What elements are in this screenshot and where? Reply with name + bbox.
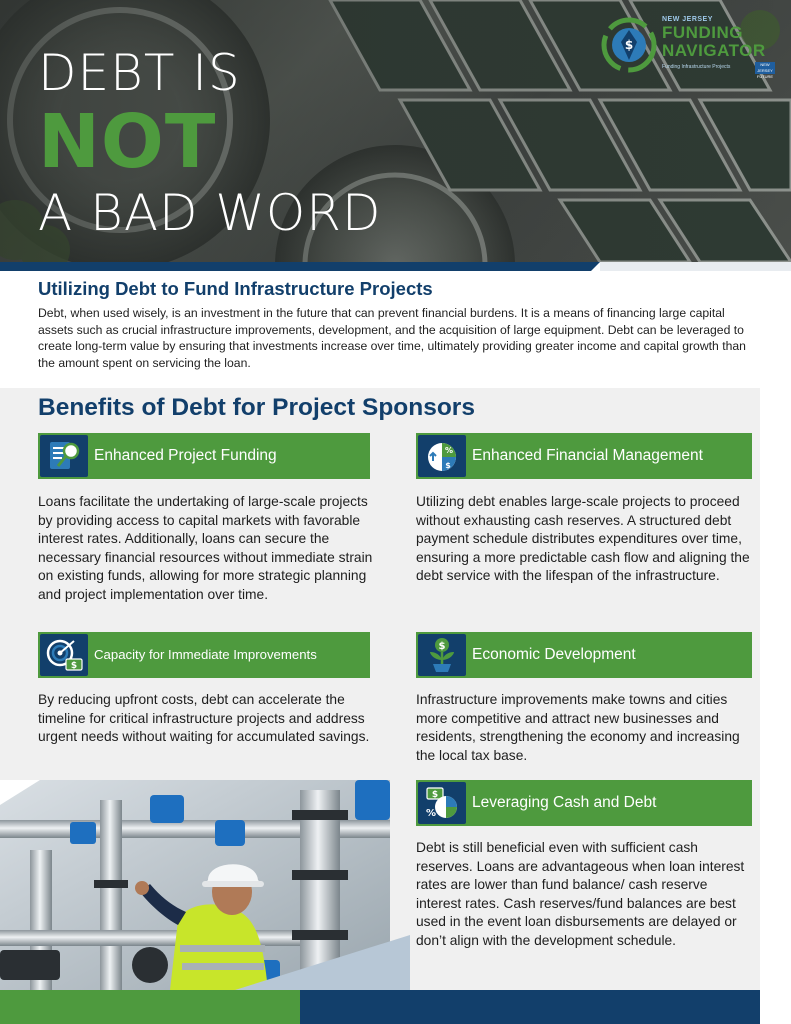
benefit-body-capacity-for-immediate-improvements: By reducing upfront costs, debt can accelerate the timeline for critical infrastructure projects and address urgent needs without waiting for accumulated savings. [38,692,370,745]
logo-line2: NAVIGATOR [662,41,766,60]
funding-navigator-logo-icon [600,16,658,74]
benefit-header-enhanced-financial-management [416,433,752,479]
logo-badge: NEW JERSEY FUTURE [756,62,774,79]
document-magnifier-icon [40,435,88,477]
benefit-title: Enhanced Project Funding [94,447,277,464]
intro-heading: Utilizing Debt to Fund Infrastructure Projects [38,278,433,299]
hero-title-line3: A BAD WORD [38,184,382,242]
worker-pipes-photo [0,780,390,990]
svg-text:%: % [444,446,454,455]
hero-banner [0,0,791,262]
benefit-body-enhanced-financial-management: Utilizing debt enables large-scale projects to proceed without exhausting cash reserves. A structured debt payment schedule distributes expenditures over time, ensuring a more predictable cash flow and aligning the debt service with the lifespan of the infrastructure. [416,494,750,584]
benefit-header-capacity-for-immediate-improvements [38,632,370,678]
svg-text:$: $ [70,661,78,671]
benefit-title: Enhanced Financial Management [472,447,703,464]
pie-percent-dollar-icon [418,435,466,477]
hero-title-line1: DEBT IS [38,44,241,102]
benefits-heading: Benefits of Debt for Project Sponsors [38,394,475,421]
benefit-body-economic-development: Infrastructure improvements make towns and cities more competitive and attract new businesses and residents, strengthening the economy and increasing the local tax base. [416,692,740,763]
dollar-percent-chart-icon [418,782,466,824]
benefit-title: Capacity for Immediate Improvements [94,647,317,662]
industrial-pipes-illustration [0,780,390,990]
intro-body: Debt, when used wisely, is an investment in the future that can prevent financial burdens. It is a means of financing large capital assets such as crucial infrastructure improvements, development, and the acquisition of large equipment. Debt can be leveraged to create long-term value by ensuring that investments increase over time, ultimately providing greater income and capital growth than the amount spent on servicing the loan. [38,306,746,370]
benefit-header-economic-development [416,632,752,678]
money-plant-icon [418,634,466,676]
hero-divider-band [0,262,600,271]
benefit-header-leveraging-cash-and-debt [416,780,752,826]
svg-text:$: $ [624,38,634,52]
benefit-title: Economic Development [472,646,636,663]
hero-divider-band-light [600,262,791,271]
benefit-title: Leveraging Cash and Debt [472,794,657,811]
footer-band-green [0,990,300,1024]
svg-text:%: % [425,808,437,819]
logo-top-text: NEW JERSEY [662,16,713,23]
svg-text:$: $ [445,461,451,470]
footer-band-navy [300,990,760,1024]
svg-text:$: $ [438,641,446,652]
benefit-header-enhanced-project-funding [38,433,370,479]
funding-navigator-logo [600,14,780,79]
svg-text:$: $ [431,790,439,800]
benefit-body-enhanced-project-funding: Loans facilitate the undertaking of large-scale projects by providing access to capital markets with favorable interest rates. Additionally, loans can secure the necessary financial resources without immediate strain on existing funds, allowing for more strategic planning and project implementation over time. [38,494,373,602]
target-dollar-icon [40,634,88,676]
logo-tagline: Funding Infrastructure Projects [662,64,731,70]
logo-line1: FUNDING [662,23,743,42]
hero-title-line2: NOT [38,99,217,185]
benefit-body-leveraging-cash-and-debt: Debt is still beneficial even with sufficient cash reserves. Loans are advantageous when loan interest rates are lower than fund balance/ cash reserve interest rates. Cash reserves/fund balances are best used in the event loan disbursements are delayed or don’t align with the development schedule. [416,840,745,948]
hero-title [38,44,381,244]
